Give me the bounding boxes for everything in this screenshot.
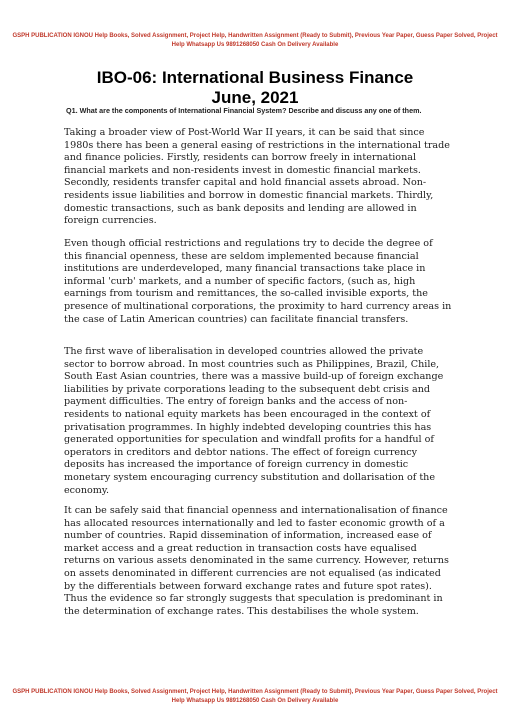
document-title: IBO-06: International Business Finance — [96, 68, 414, 87]
paragraph-2: Even though official restrictions and regulations try to decide the degree of this financial openness, these are seldom implemented because financial institutions are underdeveloped, many financial transactions take place in informal 'curb' markets, and a number of specific factors, (such as, high earnings from tourism and remittances, the so-called invisible exports, the presence of multinational corporations, the proximity to hard currency areas in the case of Latin American countries) can facilitate financial transfers. — [64, 238, 452, 325]
paragraph-1: Taking a broader view of Post-World War II years, it can be said that since 1980s there has been a general easing of restrictions in the international trade and finance policies. Firstly, residents can borrow freely in international financial markets and non-residents invest in domestic financial markets. Secondly, residents transfer capital and hold financial assets abroad. Non-residents issue liabilities and borrow in domestic financial markets. Thirdly, domestic transactions, such as bank deposits and lending are allowed in foreign currencies. — [64, 127, 450, 227]
header-banner: GSPH PUBLICATION IGNOU Help Books, Solved Assignment, Project Help, Handwritten Assignment (Ready to Submit), Previous Year Paper, Guess Paper Solved, Project Help Whatsapp Us 9891268050 Cash On Delivery Available — [12, 33, 498, 48]
document-subtitle: June, 2021 — [211, 88, 299, 107]
paragraph-4: It can be safely said that financial openness and internationalisation of finance has allocated resources internationally and led to faster economic growth of a number of countries. Rapid dissemination of information, increased ease of market access and a great reduction in transaction costs have equalised returns on various assets denominated in the same currency. However, returns on assets denominated in different currencies are not equalised (as indicated by the differentials between forward exchange rates and future spot rates). Thus the evidence so far strongly suggests that speculation is predominant in the determination of exchange rates. This destabilises the whole system. — [64, 505, 449, 617]
paragraph-3: The first wave of liberalisation in developed countries allowed the private sector to borrow abroad. In most countries such as Philippines, Brazil, Chile, South East Asian countries, there was a massive build-up of foreign exchange liabilities by private corporations leading to the subsequent debt crisis and payment difficulties. The entry of foreign banks and the access of non-residents to national equity markets has been encouraged in the context of privatisation programmes. In highly indebted developing countries this has generated opportunities for speculation and windfall profits for a handful of operators in creditors and debtor nations. The effect of foreign currency deposits has increased the importance of foreign currency in domestic monetary system encouraging currency substitution and dollarisation of the economy. — [64, 346, 444, 496]
question-text: Q1. What are the components of International Financial System? Describe and discuss any one of them. — [66, 106, 422, 115]
footer-banner: GSPH PUBLICATION IGNOU Help Books, Solved Assignment, Project Help, Handwritten Assignment (Ready to Submit), Previous Year Paper, Guess Paper Solved, Project Help Whatsapp Us 9891268050 Cash On Delivery Available — [12, 689, 498, 704]
